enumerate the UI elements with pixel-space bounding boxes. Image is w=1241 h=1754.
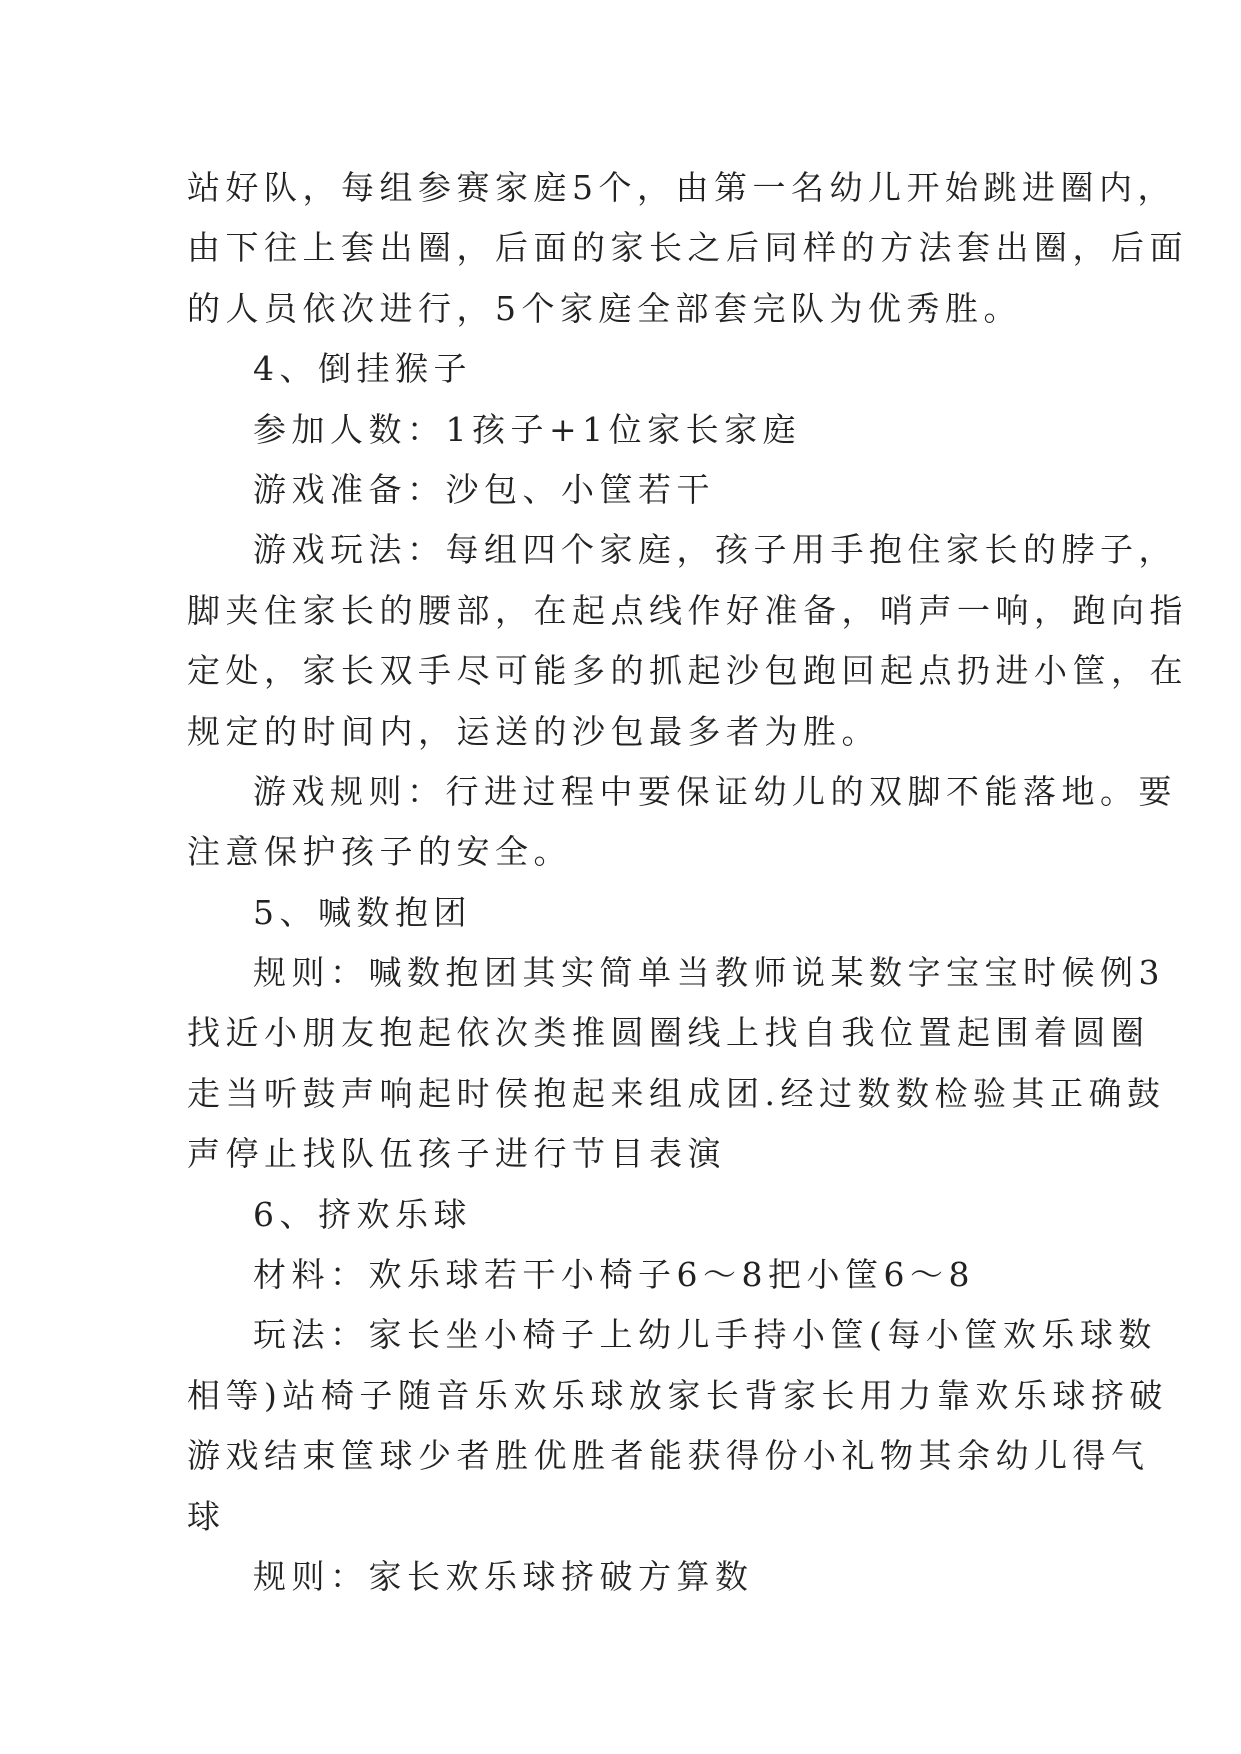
body-line: 定处，家长双手尽可能多的抓起沙包跑回起点扔进小筐，在 bbox=[187, 651, 1188, 691]
body-line: 由下往上套出圈，后面的家长之后同样的方法套出圈，后面 bbox=[187, 228, 1188, 268]
body-line: 规则：家长欢乐球挤破方算数 bbox=[253, 1556, 754, 1596]
section-heading: 4、倒挂猴子 bbox=[253, 349, 472, 389]
body-line: 玩法：家长坐小椅子上幼儿手持小筐(每小筐欢乐球数 bbox=[253, 1315, 1157, 1355]
document-body bbox=[187, 158, 1188, 1607]
body-line: 规则：喊数抱团其实简单当教师说某数字宝宝时候例3 bbox=[253, 953, 1165, 993]
body-line: 规定的时间内，运送的沙包最多者为胜。 bbox=[187, 711, 880, 751]
body-line: 材料：欢乐球若干小椅子6～8把小筐6～8 bbox=[253, 1255, 975, 1295]
body-line: 游戏玩法：每组四个家庭，孩子用手抱住家长的脖子， bbox=[253, 530, 1177, 570]
section-heading: 6、挤欢乐球 bbox=[253, 1194, 472, 1234]
body-line: 相等)站椅子随音乐欢乐球放家长背家长用力靠欢乐球挤破 bbox=[187, 1375, 1168, 1415]
body-line: 游戏准备：沙包、小筐若干 bbox=[253, 469, 715, 509]
body-line: 声停止找队伍孩子进行节目表演 bbox=[187, 1134, 726, 1174]
section-heading: 5、喊数抱团 bbox=[253, 892, 472, 932]
body-line: 找近小朋友抱起依次类推圆圈线上找自我位置起围着圆圈 bbox=[187, 1013, 1150, 1053]
body-line: 的人员依次进行，5个家庭全部套完队为优秀胜。 bbox=[187, 288, 1022, 328]
body-line: 走当听鼓声响起时侯抱起来组成团.经过数数检验其正确鼓 bbox=[187, 1073, 1166, 1113]
body-line: 注意保护孩子的安全。 bbox=[187, 832, 572, 872]
body-line: 游戏结束筐球少者胜优胜者能获得份小礼物其余幼儿得气 bbox=[187, 1436, 1150, 1476]
body-line: 站好队，每组参赛家庭5个，由第一名幼儿开始跳进圈内， bbox=[187, 168, 1176, 207]
body-line: 球 bbox=[187, 1496, 226, 1536]
body-line: 参加人数：1孩子+1位家长家庭 bbox=[253, 409, 802, 449]
body-line: 脚夹住家长的腰部，在起点线作好准备，哨声一响，跑向指 bbox=[187, 590, 1188, 630]
body-line: 游戏规则：行进过程中要保证幼儿的双脚不能落地。要 bbox=[253, 771, 1177, 811]
